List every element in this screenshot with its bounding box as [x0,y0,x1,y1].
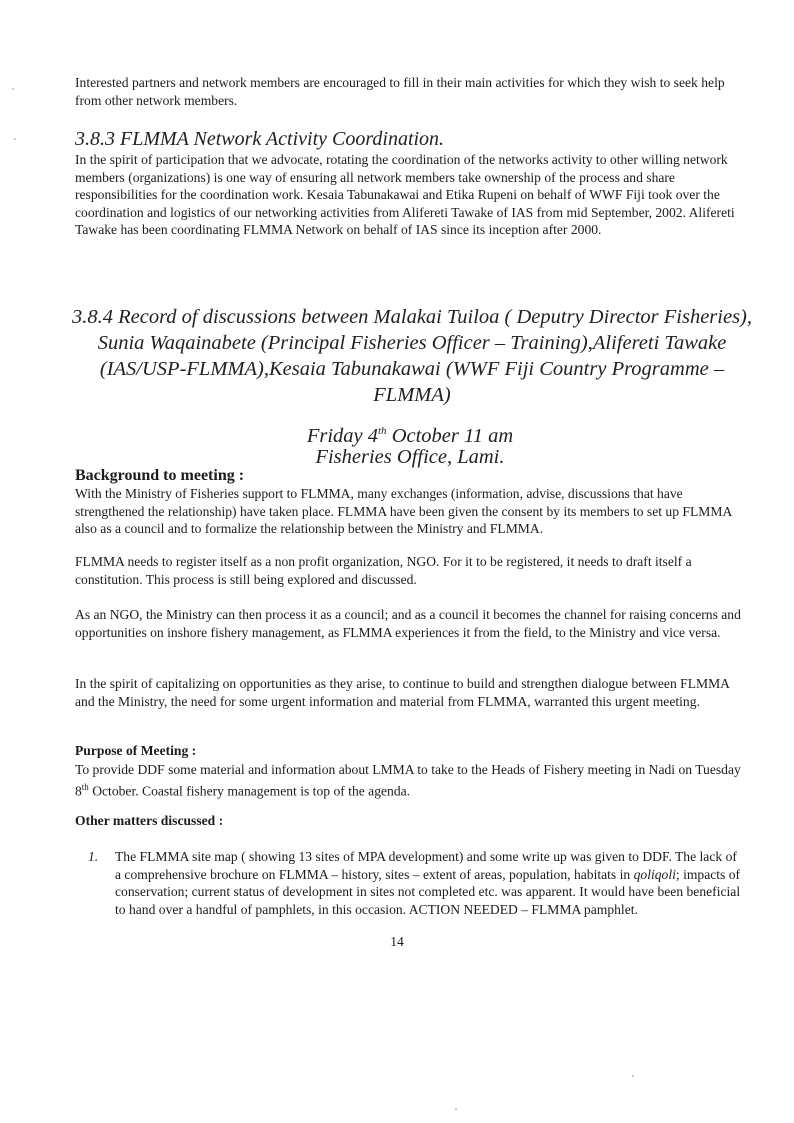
purpose-heading: Purpose of Meeting : [75,743,197,758]
background-paragraph-1: With the Ministry of Fisheries support to FLMMA, many exchanges (information, advise, discussions that have strengthened the relationship) have taken place. FLMMA have been given the consent by its members to set up FLMMA also as a council and to formalize the relationship between the Ministry and FLMMA. [75,486,732,536]
list-item-italic: qoliqoli [633,866,676,882]
purpose-text-before: To provide DDF some material and information about LMMA to take to the Heads of Fishery meeting in Nadi on Tuesday 8 [75,762,741,799]
background-heading: Background to meeting : [75,467,245,484]
purpose-text-after: October. Coastal fishery management is top of the agenda. [88,783,411,799]
scan-speck [455,1108,457,1110]
meeting-date-suffix: October 11 am [386,424,514,447]
background-paragraph-3: As an NGO, the Ministry can then process it as a council; and as a council it becomes the channel for raising concerns and opportunities on inshore fishery management, as FLMMA experiences it from the field, to the Ministry and vice versa. [75,607,741,640]
background-paragraph-2: FLMMA needs to register itself as a non profit organization, NGO. For it to be registered, it needs to draft itself a constitution. This process is still being explored and discussed. [75,554,692,587]
meeting-date-sup: th [378,425,387,437]
meeting-location: Fisheries Office, Lami. [315,446,505,468]
purpose-paragraph [75,761,745,800]
list-item-text-after: ; impacts of conservation; current status of development in sites not completed etc. was apparent. It would have been beneficial to hand over a handful of pamphlets, in this occasion. ACTION NEEDED – FLMMA pamphlet. [115,866,741,917]
background-paragraph-4: In the spirit of capitalizing on opportunities as they arise, to continue to build and strengthen dialogue between FLMMA and the Ministry, the need for some urgent information and material from FLMMA, warranted this urgent meeting. [75,676,730,709]
scan-speck [14,138,16,140]
meeting-date-prefix: Friday 4 [306,424,378,447]
section-3-8-4-heading: 3.8.4 Record of discussions between Malakai Tuiloa ( Deputry Director Fisheries), Sunia Waqainabete (Principal Fisheries Officer – Training),Alifereti Tawake (IAS/USP-FLMMA),Kesaia Tabunakawai (WWF Fiji Country Programme –FLMMA) [71,306,752,406]
intro-paragraph: Interested partners and network members are encouraged to fill in their main activities for which they wish to seek help from other network members. [75,75,725,108]
other-matters-list [75,848,745,918]
list-item-number: 1. [88,849,99,864]
page-number: 14 [390,934,404,949]
list-item-text-before: The FLMMA site map ( showing 13 sites of MPA development) and some write up was given to DDF. The lack of a comprehensive brochure on FLMMA – history, sites – extent of areas, population, habitats in [115,849,737,882]
section-3-8-3-body: In the spirit of participation that we advocate, rotating the coordination of the networks activity to other willing network members (organizations) is one way of ensuring all network members take ownership of the process and share responsibilities for the coordination work. Kesaia Tabunakawai and Etika Rupeni on behalf of WWF Fiji took over the coordination and logistics of our networking activities from Alifereti Tawake of IAS from mid September, 2002. Alifereti Tawake has been coordinating FLMMA Network on behalf of IAS since its inception after 2000. [75,152,735,237]
section-3-8-3-heading: 3.8.3 FLMMA Network Activity Coordination. [75,128,445,150]
list-item [75,848,745,918]
purpose-text-sup: th [81,781,89,792]
scan-speck [632,1075,634,1077]
other-matters-heading: Other matters discussed : [75,813,224,828]
scan-speck [12,88,14,90]
